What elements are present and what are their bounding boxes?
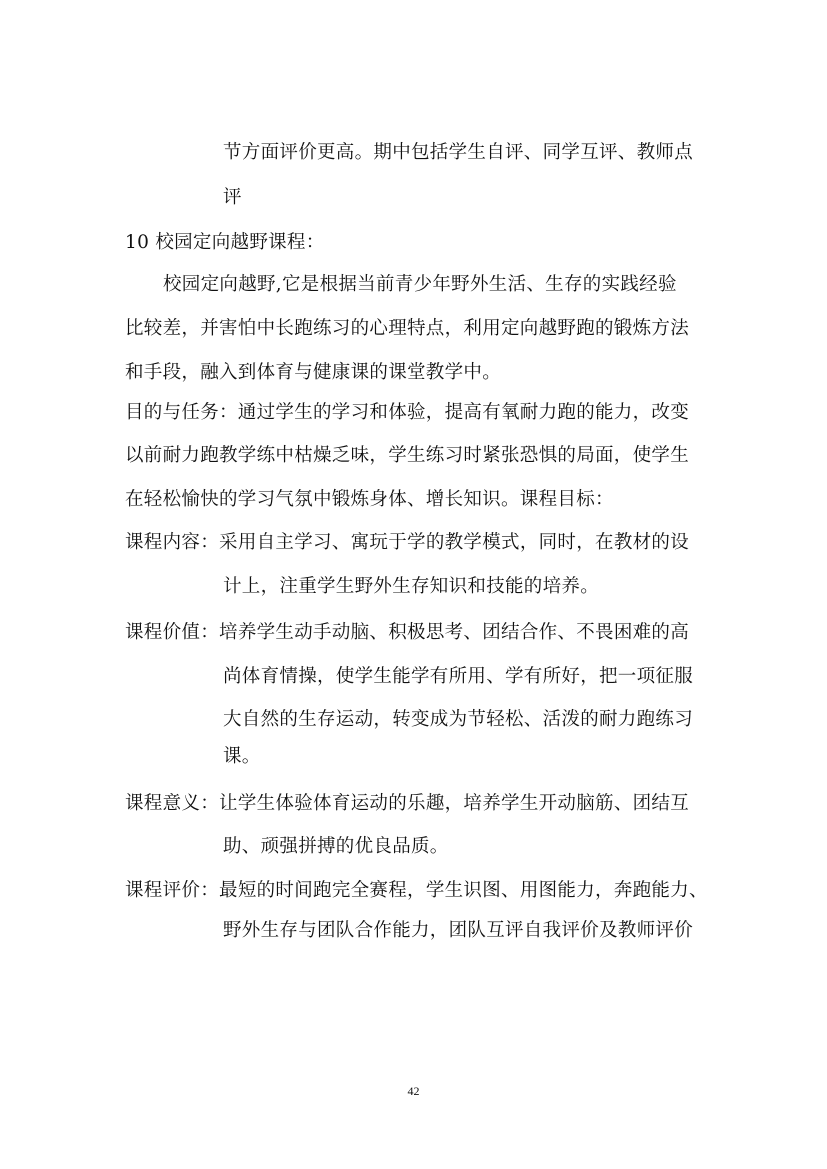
evaluation-row-1 <box>125 878 708 904</box>
continuation-line-1: 节方面评价更高。期中包括学生自评、同学互评、教师点 <box>223 142 694 163</box>
intro-line-2: 比较差，并害怕中长跑练习的心理特点，利用定向越野跑的锻炼方法 <box>125 318 690 339</box>
content-label: 课程内容： <box>125 532 220 553</box>
value-text-4: 课。 <box>223 746 261 767</box>
evaluation-label: 课程评价： <box>125 880 220 901</box>
value-label: 课程价值： <box>125 622 220 643</box>
meaning-row-1 <box>125 791 689 817</box>
content-text-1: 采用自主学习、寓玩于学的教学模式，同时，在教材的设 <box>219 532 690 553</box>
continuation-line-2: 评 <box>223 187 242 208</box>
intro-line-3: 和手段，融入到体育与健康课的课堂教学中。 <box>125 362 502 383</box>
purpose-line-2: 以前耐力跑教学练中枯燥乏味，学生练习时紧张恐惧的局面，使学生 <box>125 445 690 466</box>
value-text-2: 尚体育情操，使学生能学有所用、学有所好，把一项征服 <box>223 666 694 687</box>
intro-line-1: 校园定向越野,它是根据当前青少年野外生活、生存的实践经验 <box>163 274 677 295</box>
meaning-label: 课程意义： <box>125 793 220 814</box>
page-number: 42 <box>407 1084 420 1098</box>
content-row-1 <box>125 530 689 556</box>
purpose-line-3: 在轻松愉快的学习气氛中锻炼身体、增长知识。课程目标： <box>125 489 614 510</box>
value-text-3: 大自然的生存运动，转变成为节轻松、活泼的耐力跑练习 <box>223 709 694 730</box>
meaning-text-1: 让学生体验体育运动的乐趣，培养学生开动脑筋、团结互 <box>219 793 690 814</box>
content-text-2: 计上，注重学生野外生存知识和技能的培养。 <box>223 576 600 597</box>
section-heading: 10 校园定向越野课程： <box>125 232 325 253</box>
value-row-1 <box>125 620 689 646</box>
purpose-line-1: 目的与任务：通过学生的学习和体验，提高有氧耐力跑的能力，改变 <box>125 402 690 423</box>
evaluation-text-2: 野外生存与团队合作能力，团队互评自我评价及教师评价 <box>223 920 694 941</box>
meaning-text-2: 助、顽强拼搏的优良品质。 <box>223 836 449 857</box>
evaluation-text-1: 最短的时间跑完全赛程，学生识图、用图能力，奔跑能力、 <box>219 880 708 901</box>
value-text-1: 培养学生动手动脑、积极思考、团结合作、不畏困难的高 <box>219 622 690 643</box>
